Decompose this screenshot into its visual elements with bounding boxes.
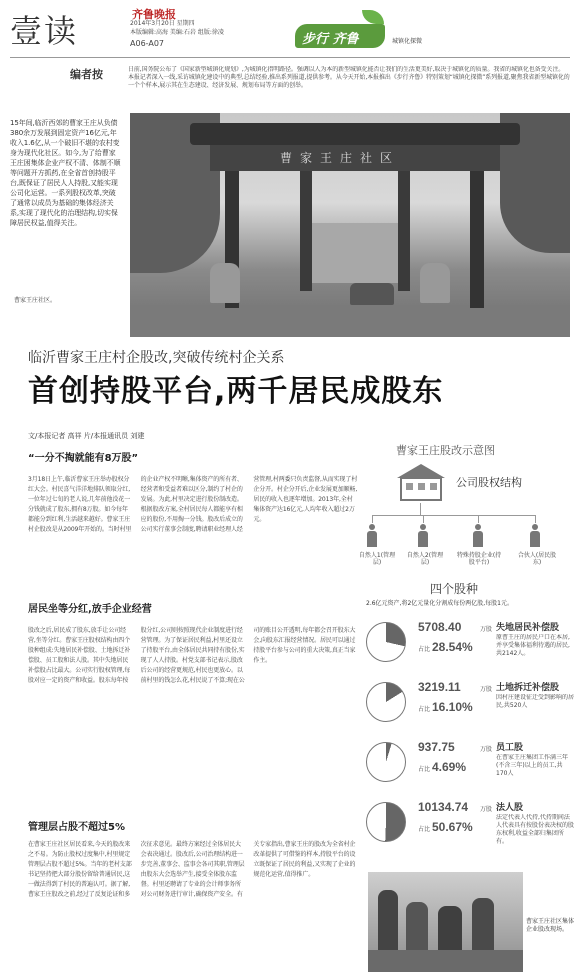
lead-photo-caption: 曹家王庄社区。: [14, 297, 57, 304]
headline-kicker: 临沂曹家王庄村企股改,突破传统村企关系: [28, 350, 285, 366]
share-value-4: 10134.74: [418, 800, 469, 814]
gate-roof: [190, 123, 520, 145]
share-pct-3: 4.69%: [432, 760, 467, 774]
gate-sign-text: 曹家王庄社区: [280, 151, 401, 165]
buildings: [300, 223, 410, 283]
diagram-trunk: [420, 503, 421, 515]
share-name-3: 员工股: [496, 743, 524, 753]
lead-photo: [130, 113, 570, 337]
diagram-branch: [372, 515, 536, 516]
section2-title: 居民坐等分红,放手企业经营: [28, 604, 152, 615]
share-pct-prefix-1: 占比: [418, 646, 431, 653]
share-pct-prefix-4: 占比: [418, 826, 431, 833]
share-value-2: 3219.11: [418, 680, 461, 694]
car: [350, 283, 394, 305]
intro-text: 日前,国务院公布了《国家新型城镇化规划》,为城镇化指明路径。强调以人为本的新型城镇化能否让我们的生活更美好,取决于城镇化的质量。我省的城镇化也备受关注。本报记者深入一线,采访城镇化建设中的典型,总结经验,推出系列报道,提供参考。从今天开始,本报推出《步行齐鲁》特别策划“城镇化探微”系列报道,聚焦我省新型城镇化的一个个样本,展示其在生态建设、经济发展、规划布局等方面的创举。: [128, 66, 570, 89]
branch-2: [423, 515, 424, 523]
section-title: 壹读: [10, 12, 79, 50]
share-pct-prefix-3: 占比: [418, 766, 431, 773]
branch-4: [535, 515, 536, 523]
share-rows: [366, 618, 576, 858]
four-shares-subtitle: 2.6亿元资产,将2亿元量化分割成每份两亿股,每股1元。: [366, 600, 513, 607]
branch-1: [372, 515, 373, 523]
house-icon: [393, 462, 449, 502]
section1-text: 3月18日上午,临沂曹家王庄举办股权分红大会。村民喜气洋洋地排队领取分红,一位年过七旬的老人说,几年前他没花一分钱就成了股东,拥有8万股。如今每年都能分到红利,生活越来越好。曹家王庄村企股改是从2009年开始的。当时村里的企业产权不明晰,集体资产的所有者、经营者和受益者难以区分,制约了村企的发展。为此,村里决定进行股份制改造。根据股改方案,全村居民每人都能享有相应的股份,不用掏一分钱。股改后成立的公司实行董事会制度,聘请职业经理人经营管理,村两委只负责监督,从而实现了村企分开。村企分开后,企业发展更加顺畅,居民的收入也逐年增加。2013年,全村集体资产达16亿元,人均年收入超过2万元。: [28, 476, 358, 533]
person-icon-4: [528, 524, 542, 548]
person-label-1: 自然人1(管理层): [358, 552, 396, 566]
share-unit-4: 万股: [480, 806, 493, 813]
branch-3: [478, 515, 479, 523]
editors-line: 本版编辑:高海 美编:石岩 组版:徐凌: [130, 29, 224, 36]
issue-date: 2014年3月20日 星期四: [130, 20, 195, 27]
four-shares-title: 四个股种: [430, 582, 479, 596]
column-logo-text: 步行 齐鲁: [302, 32, 359, 47]
share-desc-3: 在曹家王庄集团工作满三年(不含三年)以上的员工,共170人: [496, 754, 569, 777]
masthead-rule: [10, 57, 570, 58]
gate-pillar-center-right: [398, 171, 410, 291]
share-value-3: 937.75: [418, 740, 455, 754]
company-structure-label: 公司股权结构: [456, 476, 522, 489]
person-icon-1: [365, 524, 379, 548]
share-pie-1: [366, 622, 406, 662]
bottom-photo: [368, 872, 523, 972]
gate-pillar-right: [470, 171, 484, 311]
share-unit-3: 万股: [480, 746, 493, 753]
share-name-1: 失地居民补偿股: [496, 623, 560, 633]
share-pie-2: [366, 682, 406, 722]
headline-main: 首创持股平台,两千居民成股东: [28, 374, 444, 409]
section3-text: 在曹家王庄社区居民看来,今天的股改来之不易。为防止股权过度集中,村里规定管理层占股不超过5%。当年的老村支部书记坚持把大部分股份留给普通居民,这一做法得到了村民的普遍认可。据了解,曹家王庄股改之前,经过了反复论证和多次征求意见。最终方案经过全体居民大会表决通过。股改后,公司治理结构进一步完善,董事会、监事会各司其职,管理层由股东大会选举产生,接受全体股东监督。村里还聘请了专业的会计师事务所对公司财务进行审计,确保资产安全。有关专家指出,曹家王庄的股改为全省村企改革提供了可借鉴的样本,持股平台的设立既保证了居民的利益,又实现了企业的规范化运营,值得推广。: [28, 841, 356, 898]
section3-title: 管理层占股不超过5%: [28, 822, 125, 833]
byline: 文/本报记者 高祥 片/本报通讯员 刘建: [28, 432, 145, 440]
share-pct-prefix-2: 占比: [418, 706, 431, 713]
share-pct-1: 28.54%: [432, 640, 473, 654]
share-pie-4: [366, 802, 406, 842]
diagram-title: 曹家王庄股改示意图: [396, 444, 495, 457]
lion-left: [210, 263, 240, 303]
share-pie-3: [366, 742, 406, 782]
section1-title: “一分不掏就能有8万股”: [28, 453, 139, 464]
share-name-2: 土地拆迁补偿股: [496, 683, 560, 693]
share-desc-4: 法定代表人代持,代持期间法人代表具有按股份表决权的股东权利,收益全部归集团所有。: [496, 814, 574, 845]
share-name-4: 法人股: [496, 803, 524, 813]
person-icon-2: [416, 524, 430, 548]
share-pct-2: 16.10%: [432, 700, 473, 714]
section2-text: 股改之后,居民成了股东,放手让公司经营,坐等分红。曹家王庄股权结构由四个股种组成:失地居民补偿股、土地拆迁补偿股、员工股和法人股。其中失地居民补偿股占比最大。公司实行股权管理,每股对应一定的资产和收益。股东每年按股分红,公司则按照现代企业制度进行经营管理。为了保证居民利益,村里还设立了持股平台,由全体居民共同持有股份,实现了人人持股。村党支部书记表示,股改后公司的经营更规范,村民也更放心。以前村里的钱怎么花,村民说了不算;现在公司的账目公开透明,每年都会召开股东大会,向股东汇报经营情况。居民可以通过持股平台参与公司的重大决策,真正当家作主。: [28, 627, 356, 684]
lion-right: [420, 263, 450, 303]
person-label-2: 自然人2(管理层): [406, 552, 444, 566]
person-icon-3: [471, 524, 485, 548]
share-unit-1: 万股: [480, 626, 493, 633]
paper-name: 齐鲁晚报: [132, 8, 176, 21]
share-unit-2: 万股: [480, 686, 493, 693]
share-desc-2: 因村庄建设征迁受到影响的居民,共520人: [496, 694, 574, 709]
leaf-icon: [362, 10, 384, 24]
person-label-4: 合伙人(居民股东): [517, 552, 557, 566]
bottom-photo-caption: 曹家王庄社区集体企业股改现场。: [526, 918, 575, 933]
road: [130, 308, 570, 337]
share-desc-1: 原曹王庄的居民户口在本居,并享受集体福利待遇的居民,共2142人。: [496, 634, 570, 657]
intro-label: 编者按: [70, 68, 103, 81]
column-subtitle: 城镇化探微: [392, 38, 423, 45]
share-pct-4: 50.67%: [432, 820, 473, 834]
gate-pillar-center-left: [300, 171, 312, 291]
person-label-3: 特殊持股企业(持股平台): [456, 552, 502, 566]
page-range: A06-A07: [130, 39, 165, 48]
lead-story-text: 15年间,临沂西郊的曹家王庄从负债380余万发展到固定资产16亿元,年收入1.6亿,从一个破旧不堪的农村变身为现代化社区。如今,为了给曹家王庄困集体企业产权不清、体制不顺等问题开方抓药,在全省首创持股平台,既保证了居民人人持股,又能实现公司化运营。一系列股权改革,突破了通常以成员为基础的集体经济关系,实现了现代化的治理结构,切实保障居民权益,值得关注。: [10, 119, 121, 227]
share-value-1: 5708.40: [418, 620, 462, 634]
